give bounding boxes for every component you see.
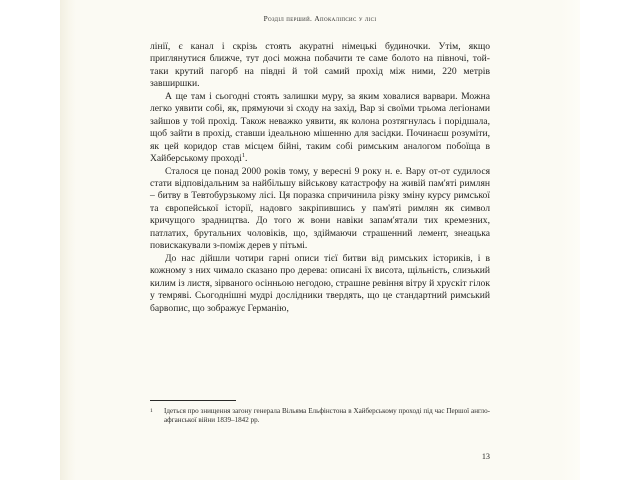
footnote-separator-rule [150,400,236,401]
paragraph: До нас дійшли чотири гарні описи тієї битви від римських істориків, і в кожному з них чимало сказано про дерева: описані їх висота, щільність, слизький килим із листя, зірваного осінньою негодою, страшне ревіння вітру й хрускіт гілок у темряві. Сьогоднішні мудрі дослідники твердять, що це стандартний римський барвопис, що зображує Германію, [150,252,490,314]
footnote-reference[interactable]: 1 [241,151,246,159]
paragraph: лінії, є канал і скрізь стоять акуратні німецькі будиночки. Утім, якщо приглянутися ближче, тут досі можна побачити те саме болото на півночі, той-таки крутий пагорб на півдні й той самий прохід між ними, 220 метрів завширшки. [150,41,490,90]
paragraph-text: А ще там і сьогодні стоять залишки муру, за яким ховалися варвари. Можна легко уявити собі, як, прямуючи зі сходу на захід, Вар зі своїми трьома легіонами зайшов у той прохід. Також неважко уявити, як колона розтягнулась і порідшала, щоб зайти в прохід, ставши ідеальною мішенню для засідки. Починаєш розуміти, як цей коридор став місцем бійні, таким собі римським аналогом побоїща в Хайберському проході [150,90,490,165]
footnote-row [150,407,490,425]
page-number: 13 [481,452,490,461]
footnote-text: Ідеться про знищення загону генерала Вільяма Ельфінстона в Хайберському проході під час Першої англо-афганської війни 1839–1842 рр. [164,407,490,424]
paragraph: А ще там і сьогодні стоять залишки муру, за яким ховалися варвари. Можна легко уявити собі, як, прямуючи зі сходу на захід, Вар зі своїми трьома легіонами зайшов у той прохід. Також неважко уявити, як колона розтягнулась і порідшала, щоб зайти в прохід, ставши ідеальною мішенню для засідки. Починаєш розуміти, як цей коридор став місцем бійні, таким собі римським аналогом побоїща в Хайберському проході$^1$. [150,90,490,165]
footnote-block [150,400,490,425]
paragraph: Сталося це понад 2000 років тому, у вересні 9 року н. е. Вару от-от судилося стати відповідальним за найбільшу військову катастрофу на живій пам'яті римлян – битву в Тевтобурзькому лісі. Ця поразка спричинила різку зміну курсу римської та європейської історії, надовго закріпившись у пам'яті римлян як символ кричущого зрадництва. До того ж вони навіки запам'ятали тих кремезних, патлатих, брутальних чоловіків, що, здіймаючи страшенний лемент, знеацька повискакували з-поміж дерев у пітьмі. [150,165,490,252]
page-fore-edge [560,0,580,480]
text-block [150,0,490,480]
footnote-marker: 1 [150,408,153,414]
running-head: Розділ перший. Апокаліпсис у лісі [263,14,377,23]
body-text [150,41,490,315]
page-gutter-shadow [60,0,76,480]
